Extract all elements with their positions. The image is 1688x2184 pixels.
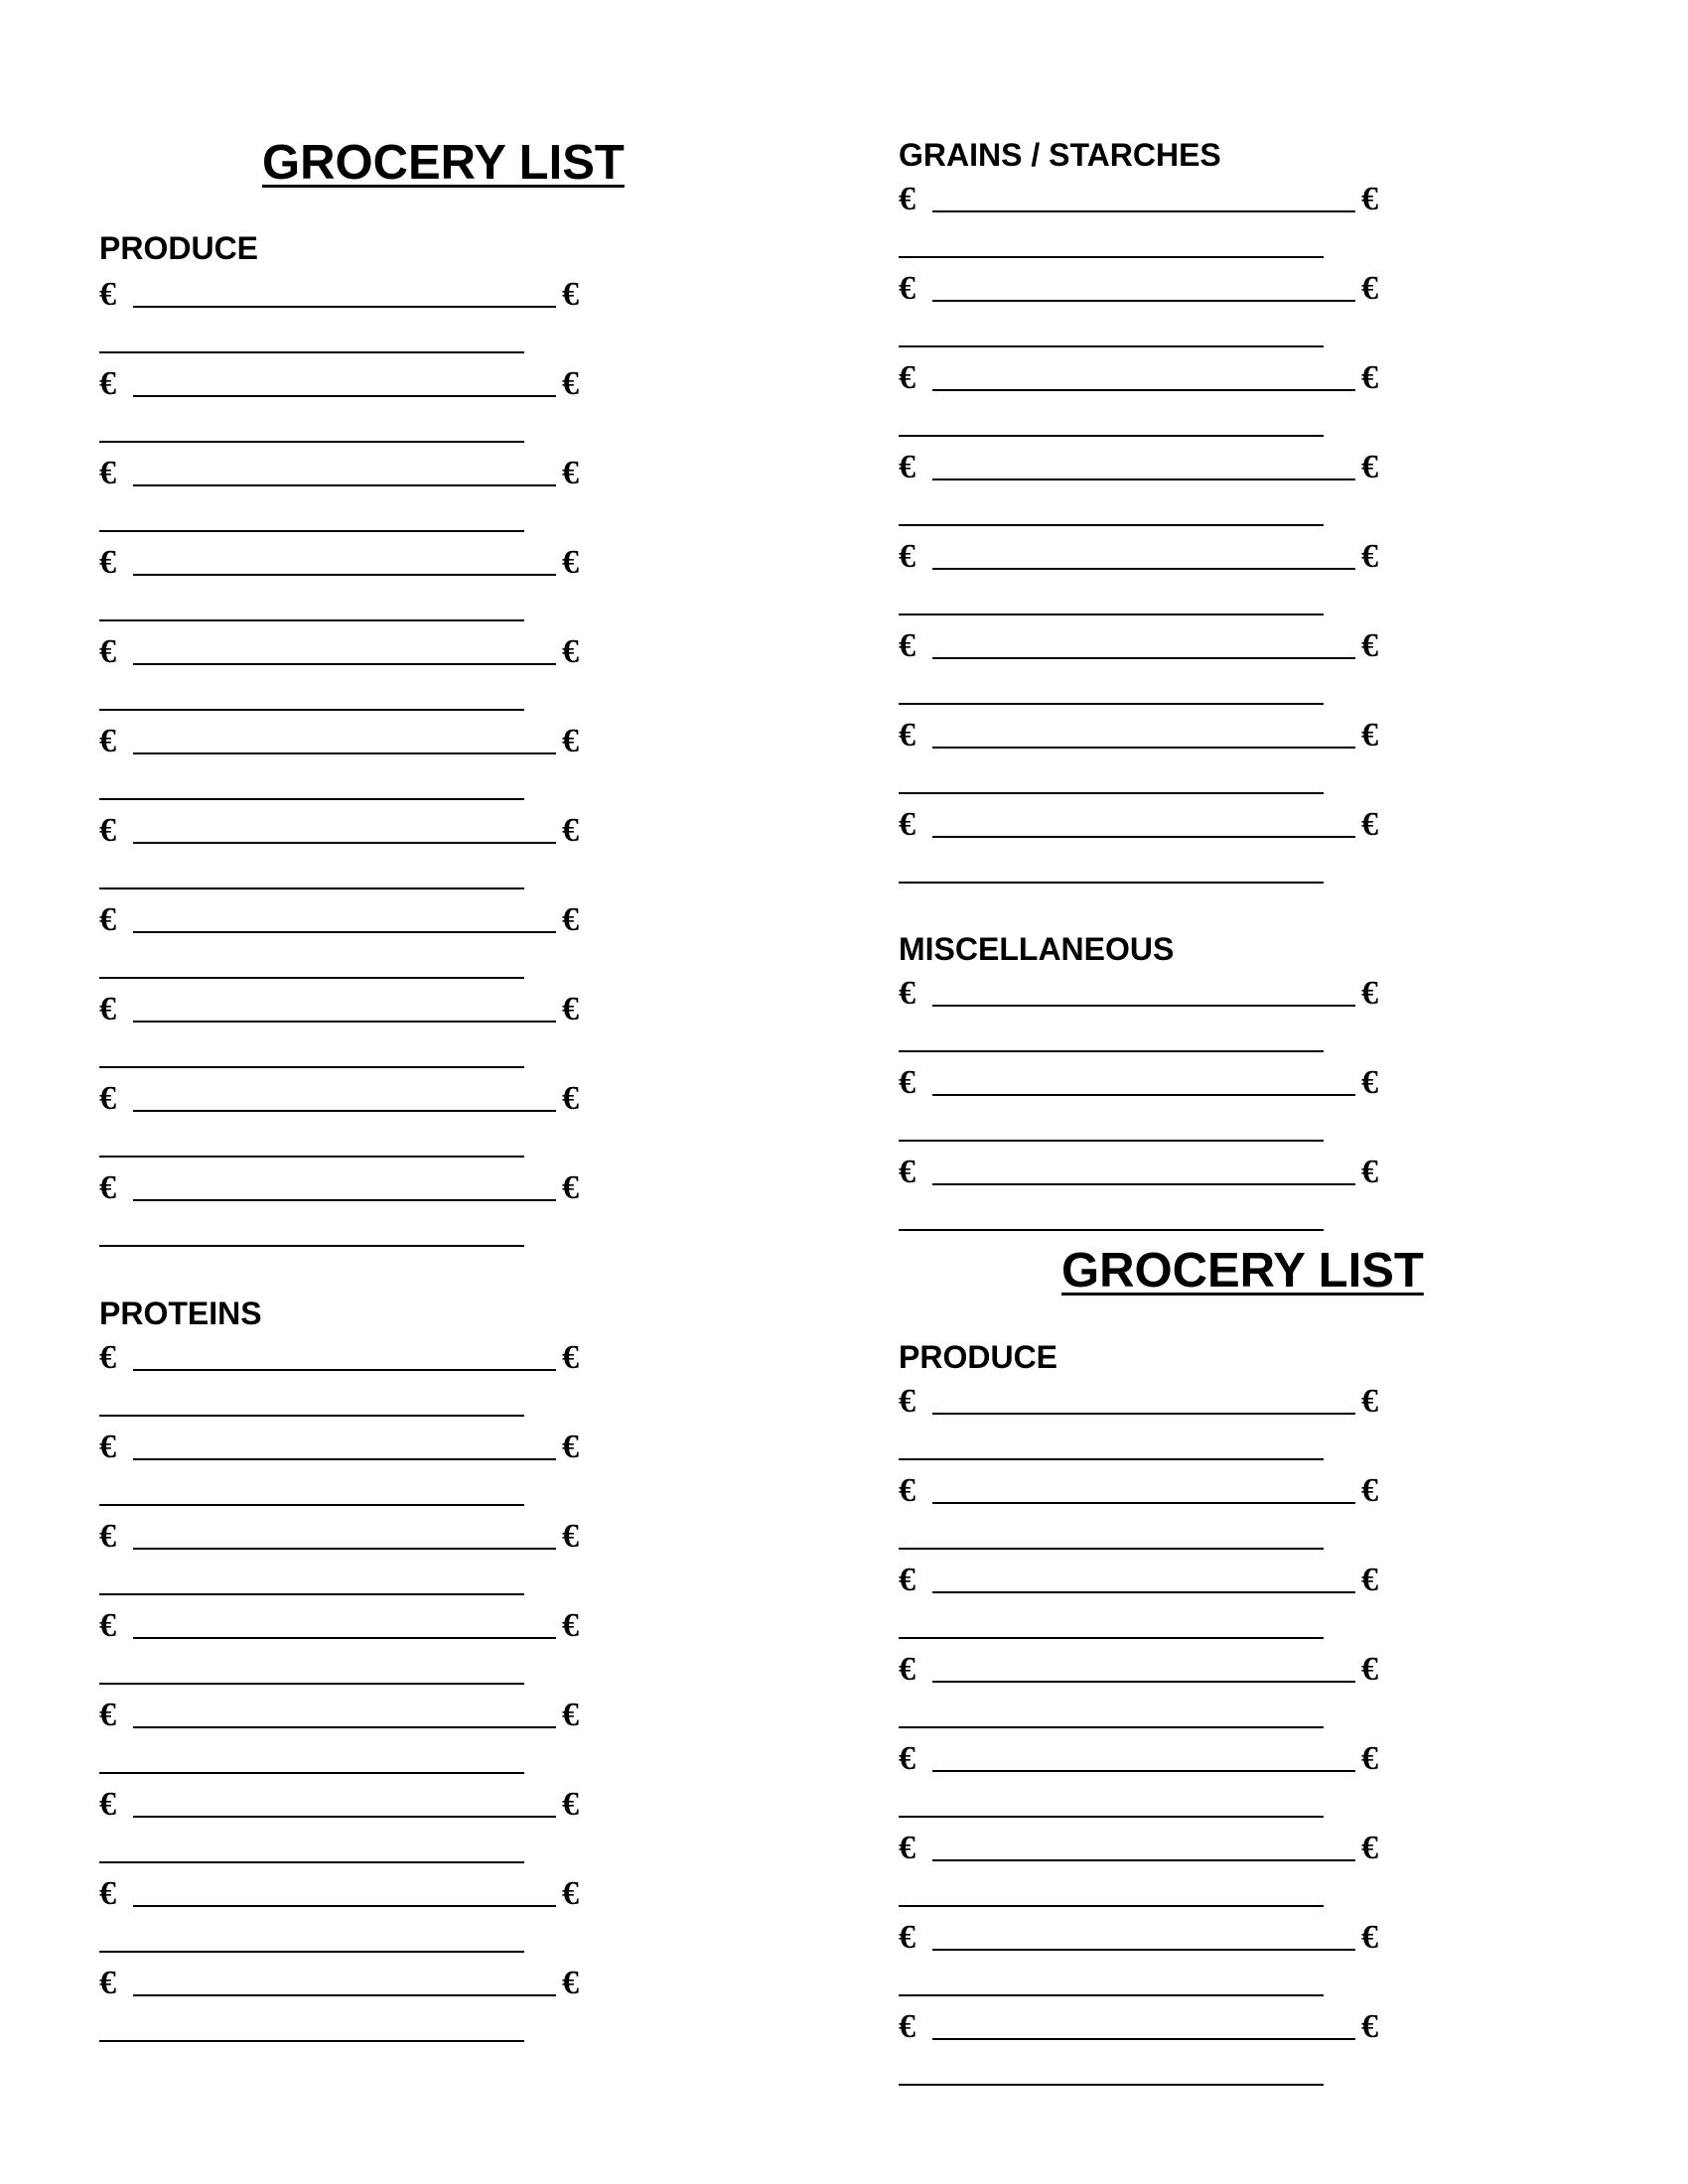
euro-symbol: € — [899, 806, 915, 843]
list-entry — [899, 1564, 1415, 1653]
euro-symbol: € — [899, 1740, 915, 1777]
item-detail-line[interactable] — [99, 1772, 524, 1774]
item-detail-line[interactable] — [99, 798, 524, 800]
euro-symbol: € — [899, 449, 915, 485]
euro-symbol: € — [562, 723, 579, 759]
item-detail-line[interactable] — [899, 1905, 1324, 1907]
euro-symbol: € — [562, 1965, 579, 2001]
item-name-line[interactable] — [133, 1816, 556, 1818]
list-entry — [99, 546, 616, 635]
item-name-line[interactable] — [133, 395, 556, 397]
item-name-line[interactable] — [133, 306, 556, 308]
item-detail-line[interactable] — [899, 1637, 1324, 1639]
item-detail-line[interactable] — [899, 524, 1324, 526]
item-name-line[interactable] — [133, 931, 556, 933]
euro-symbol: € — [1361, 1562, 1378, 1598]
item-detail-line[interactable] — [99, 1683, 524, 1685]
list-entry — [99, 1341, 616, 1431]
item-name-line[interactable] — [932, 1413, 1355, 1415]
item-name-line[interactable] — [133, 1994, 556, 1996]
euro-symbol: € — [1361, 359, 1378, 396]
item-detail-line[interactable] — [99, 2040, 524, 2042]
list-entry — [99, 1609, 616, 1699]
item-detail-line[interactable] — [99, 441, 524, 443]
item-detail-line[interactable] — [899, 2084, 1324, 2086]
list-entry — [899, 1653, 1415, 1742]
item-detail-line[interactable] — [99, 619, 524, 621]
item-name-line[interactable] — [932, 568, 1355, 570]
list-entry — [99, 1431, 616, 1520]
list-entry — [899, 1156, 1415, 1245]
euro-symbol: € — [562, 1697, 579, 1733]
list-entry — [899, 451, 1415, 540]
euro-symbol: € — [899, 1383, 915, 1420]
euro-symbol: € — [899, 1154, 915, 1190]
euro-symbol: € — [899, 1472, 915, 1509]
list-entry — [99, 1788, 616, 1877]
item-detail-line[interactable] — [99, 530, 524, 532]
list-entry — [99, 1171, 616, 1261]
item-detail-line[interactable] — [899, 345, 1324, 347]
euro-symbol: € — [99, 901, 116, 938]
item-name-line[interactable] — [932, 1183, 1355, 1185]
item-name-line[interactable] — [932, 1591, 1355, 1593]
euro-symbol: € — [99, 1607, 116, 1644]
euro-symbol: € — [562, 276, 579, 313]
item-detail-line[interactable] — [99, 351, 524, 353]
item-name-line[interactable] — [133, 1548, 556, 1550]
euro-symbol: € — [899, 181, 915, 217]
euro-symbol: € — [899, 1651, 915, 1688]
euro-symbol: € — [899, 2008, 915, 2045]
euro-symbol: € — [562, 1339, 579, 1376]
list-entry — [99, 367, 616, 457]
item-detail-line[interactable] — [899, 1726, 1324, 1728]
list-entry — [99, 1699, 616, 1788]
euro-symbol: € — [99, 991, 116, 1027]
item-name-line[interactable] — [932, 836, 1355, 838]
list-entry — [899, 540, 1415, 629]
euro-symbol: € — [1361, 1830, 1378, 1866]
list-entry — [99, 993, 616, 1082]
euro-symbol: € — [99, 812, 116, 849]
section-heading-produce-2: PRODUCE — [899, 1339, 1058, 1375]
item-name-line[interactable] — [932, 747, 1355, 749]
item-detail-line[interactable] — [899, 882, 1324, 884]
item-name-line[interactable] — [932, 300, 1355, 302]
list-entry — [899, 361, 1415, 451]
euro-symbol: € — [99, 633, 116, 670]
euro-symbol: € — [1361, 717, 1378, 753]
list-entry — [899, 183, 1415, 272]
item-detail-line[interactable] — [99, 1245, 524, 1247]
item-name-line[interactable] — [133, 1021, 556, 1023]
list-entry — [899, 719, 1415, 808]
euro-symbol: € — [899, 627, 915, 664]
list-entry — [899, 1385, 1415, 1474]
euro-symbol: € — [562, 1518, 579, 1555]
item-detail-line[interactable] — [899, 614, 1324, 615]
euro-symbol: € — [562, 1169, 579, 1206]
euro-symbol: € — [1361, 1651, 1378, 1688]
item-name-line[interactable] — [133, 484, 556, 486]
item-detail-line[interactable] — [899, 435, 1324, 437]
item-name-line[interactable] — [133, 663, 556, 665]
euro-symbol: € — [1361, 449, 1378, 485]
item-name-line[interactable] — [133, 1110, 556, 1112]
euro-symbol: € — [1361, 538, 1378, 575]
item-detail-line[interactable] — [899, 1050, 1324, 1052]
list-entry — [99, 1967, 616, 2056]
item-name-line[interactable] — [133, 842, 556, 844]
list-entry — [899, 1921, 1415, 2010]
euro-symbol: € — [562, 544, 579, 581]
euro-symbol: € — [562, 1875, 579, 1912]
list-entry — [899, 629, 1415, 719]
item-name-line[interactable] — [932, 1005, 1355, 1007]
item-detail-line[interactable] — [899, 792, 1324, 794]
list-entry — [899, 2010, 1415, 2100]
item-name-line[interactable] — [932, 210, 1355, 212]
euro-symbol: € — [562, 812, 579, 849]
euro-symbol: € — [99, 1339, 116, 1376]
item-detail-line[interactable] — [899, 1140, 1324, 1142]
item-detail-line[interactable] — [99, 977, 524, 979]
euro-symbol: € — [1361, 2008, 1378, 2045]
item-detail-line[interactable] — [899, 1548, 1324, 1550]
euro-symbol: € — [99, 544, 116, 581]
item-detail-line[interactable] — [99, 1593, 524, 1595]
item-name-line[interactable] — [133, 1458, 556, 1460]
euro-symbol: € — [899, 270, 915, 307]
list-entry — [99, 1082, 616, 1171]
euro-symbol: € — [99, 1169, 116, 1206]
item-name-line[interactable] — [133, 752, 556, 754]
item-name-line[interactable] — [133, 1905, 556, 1907]
item-detail-line[interactable] — [99, 1861, 524, 1863]
list-entry — [99, 903, 616, 993]
euro-symbol: € — [1361, 1740, 1378, 1777]
item-detail-line[interactable] — [899, 1994, 1324, 1996]
list-entry — [899, 808, 1415, 897]
euro-symbol: € — [1361, 975, 1378, 1012]
euro-symbol: € — [99, 1697, 116, 1733]
euro-symbol: € — [899, 717, 915, 753]
item-detail-line[interactable] — [899, 256, 1324, 258]
euro-symbol: € — [899, 1830, 915, 1866]
euro-symbol: € — [562, 365, 579, 402]
item-detail-line[interactable] — [899, 703, 1324, 705]
euro-symbol: € — [1361, 1154, 1378, 1190]
item-detail-line[interactable] — [99, 709, 524, 711]
item-detail-line[interactable] — [899, 1458, 1324, 1460]
item-name-line[interactable] — [133, 574, 556, 576]
euro-symbol: € — [1361, 1064, 1378, 1101]
item-name-line[interactable] — [133, 1199, 556, 1201]
item-name-line[interactable] — [932, 657, 1355, 659]
euro-symbol: € — [99, 365, 116, 402]
list-entry — [99, 1520, 616, 1609]
list-entry — [899, 977, 1415, 1066]
section-heading-grains-starches: GRAINS / STARCHES — [899, 137, 1221, 173]
item-name-line[interactable] — [932, 1502, 1355, 1504]
euro-symbol: € — [562, 455, 579, 491]
euro-symbol: € — [562, 1429, 579, 1465]
euro-symbol: € — [899, 1562, 915, 1598]
euro-symbol: € — [562, 901, 579, 938]
euro-symbol: € — [562, 991, 579, 1027]
list-entry — [899, 1474, 1415, 1564]
section-heading-proteins: PROTEINS — [99, 1296, 262, 1331]
list-entry — [899, 1742, 1415, 1832]
euro-symbol: € — [1361, 1472, 1378, 1509]
list-entry — [899, 1832, 1415, 1921]
list-entry — [99, 725, 616, 814]
euro-symbol: € — [99, 455, 116, 491]
euro-symbol: € — [562, 633, 579, 670]
euro-symbol: € — [1361, 806, 1378, 843]
euro-symbol: € — [1361, 270, 1378, 307]
item-name-line[interactable] — [932, 1094, 1355, 1096]
euro-symbol: € — [99, 1429, 116, 1465]
euro-symbol: € — [899, 538, 915, 575]
item-name-line[interactable] — [932, 478, 1355, 480]
euro-symbol: € — [899, 975, 915, 1012]
euro-symbol: € — [899, 359, 915, 396]
list-entry — [99, 814, 616, 903]
item-name-line[interactable] — [133, 1637, 556, 1639]
list-entry — [99, 635, 616, 725]
item-name-line[interactable] — [932, 1770, 1355, 1772]
list-entry — [99, 457, 616, 546]
euro-symbol: € — [99, 1965, 116, 2001]
section-heading-produce: PRODUCE — [99, 230, 259, 266]
item-detail-line[interactable] — [99, 1066, 524, 1068]
item-name-line[interactable] — [133, 1726, 556, 1728]
euro-symbol: € — [1361, 627, 1378, 664]
euro-symbol: € — [99, 1875, 116, 1912]
euro-symbol: € — [1361, 1919, 1378, 1956]
item-detail-line[interactable] — [899, 1816, 1324, 1818]
page-title: GROCERY LIST — [262, 136, 625, 190]
list-entry — [99, 278, 616, 367]
euro-symbol: € — [562, 1786, 579, 1823]
item-name-line[interactable] — [932, 1949, 1355, 1951]
second-list-title: GROCERY LIST — [1061, 1244, 1424, 1297]
euro-symbol: € — [899, 1064, 915, 1101]
list-entry — [899, 272, 1415, 361]
list-entry — [99, 1877, 616, 1967]
item-name-line[interactable] — [932, 1681, 1355, 1683]
item-detail-line[interactable] — [99, 1415, 524, 1417]
item-name-line[interactable] — [932, 389, 1355, 391]
euro-symbol: € — [899, 1919, 915, 1956]
item-name-line[interactable] — [932, 1859, 1355, 1861]
item-detail-line[interactable] — [99, 1156, 524, 1158]
euro-symbol: € — [1361, 181, 1378, 217]
item-name-line[interactable] — [932, 2038, 1355, 2040]
euro-symbol: € — [99, 1786, 116, 1823]
euro-symbol: € — [562, 1607, 579, 1644]
item-detail-line[interactable] — [899, 1229, 1324, 1231]
section-heading-miscellaneous: MISCELLANEOUS — [899, 931, 1175, 967]
euro-symbol: € — [1361, 1383, 1378, 1420]
euro-symbol: € — [99, 1518, 116, 1555]
euro-symbol: € — [99, 276, 116, 313]
item-name-line[interactable] — [133, 1369, 556, 1371]
euro-symbol: € — [562, 1080, 579, 1117]
euro-symbol: € — [99, 1080, 116, 1117]
item-detail-line[interactable] — [99, 887, 524, 889]
euro-symbol: € — [99, 723, 116, 759]
item-detail-line[interactable] — [99, 1504, 524, 1506]
item-detail-line[interactable] — [99, 1951, 524, 1953]
list-entry — [899, 1066, 1415, 1156]
